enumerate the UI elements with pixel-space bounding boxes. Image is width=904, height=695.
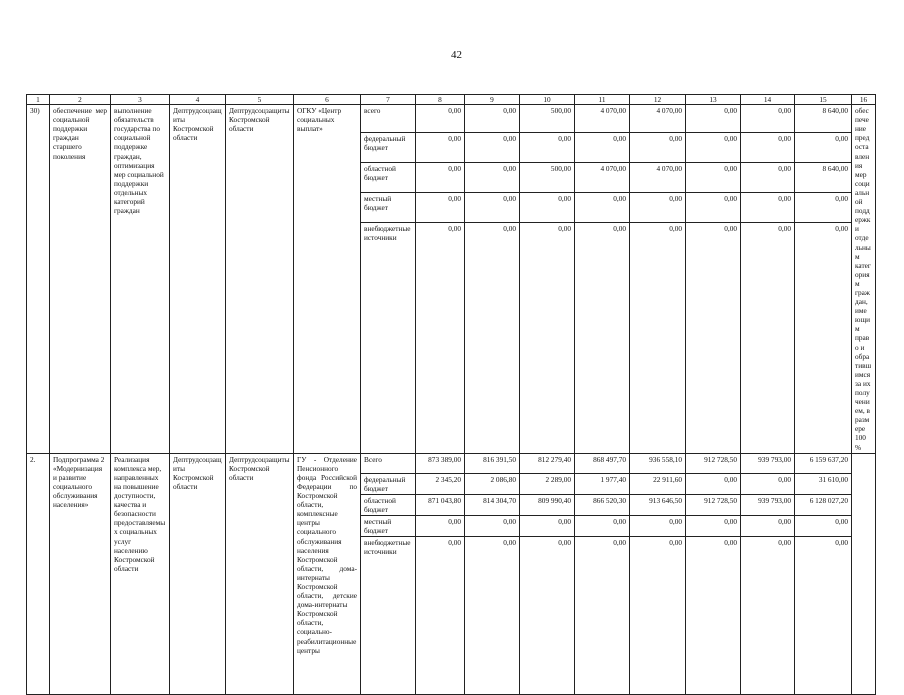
amount-cell: 0,00 — [686, 222, 741, 453]
amount-cell: 816 391,50 — [465, 453, 520, 473]
amount-cell: 0,00 — [795, 133, 852, 163]
amount-cell: 0,00 — [575, 133, 630, 163]
coordinator: Дептрудсоцзащиты Костромской области — [226, 105, 294, 454]
funding-source: местный бюджет — [361, 516, 416, 537]
amount-cell: 0,00 — [795, 192, 852, 222]
funding-source: внебюджетные источники — [361, 537, 416, 695]
amount-cell: 6 159 637,20 — [795, 453, 852, 473]
header-cell: 6 — [294, 95, 361, 105]
participant: ГУ - Отделение Пенсионного фонда Российской Федерации по Костромской области, комплексные центры социального обслуживания населения Костромской области, дома-интернаты Костромской области, детские дома-интернаты Костромской области, социально-реабилитационные центры — [294, 453, 361, 695]
participant: ОГКУ «Центр социальных выплат» — [294, 105, 361, 454]
amount-cell: 912 728,50 — [686, 494, 741, 515]
funding-source: областной бюджет — [361, 163, 416, 193]
amount-cell: 866 520,30 — [575, 494, 630, 515]
measure-name: обеспечение мер социальной поддержки граждан старшего поколения — [50, 105, 111, 454]
row-number: 2. — [27, 453, 50, 695]
amount-cell: 0,00 — [575, 516, 630, 537]
row-number: 30) — [27, 105, 50, 454]
amount-cell: 6 128 027,20 — [795, 494, 852, 515]
amount-cell: 871 043,80 — [416, 494, 465, 515]
measure-description: Реализация комплекса мер, направленных на повышение доступности, качества и безопасности предоставляемых социальных услуг населению Костромской области — [111, 453, 170, 695]
amount-cell: 868 497,70 — [575, 453, 630, 473]
amount-cell: 0,00 — [465, 516, 520, 537]
amount-cell: 0,00 — [630, 537, 686, 695]
amount-cell: 8 640,00 — [795, 105, 852, 133]
header-cell: 13 — [686, 95, 741, 105]
amount-cell: 0,00 — [795, 537, 852, 695]
amount-cell: 0,00 — [741, 516, 795, 537]
amount-cell: 4 070,00 — [630, 163, 686, 193]
header-cell: 7 — [361, 95, 416, 105]
amount-cell: 814 304,70 — [465, 494, 520, 515]
amount-cell: 0,00 — [416, 192, 465, 222]
header-cell: 15 — [795, 95, 852, 105]
amount-cell: 912 728,50 — [686, 453, 741, 473]
amount-cell: 913 646,50 — [630, 494, 686, 515]
amount-cell: 0,00 — [520, 222, 575, 453]
amount-cell: 0,00 — [575, 222, 630, 453]
header-cell: 2 — [50, 95, 111, 105]
amount-cell: 0,00 — [686, 133, 741, 163]
amount-cell: 31 610,00 — [795, 473, 852, 494]
amount-cell: 22 911,60 — [630, 473, 686, 494]
amount-cell: 0,00 — [686, 105, 741, 133]
executor: Дептрудсоцзащиты Костромской области — [170, 105, 226, 454]
amount-cell: 500,00 — [520, 163, 575, 193]
header-cell: 11 — [575, 95, 630, 105]
funding-source: федеральный бюджет — [361, 133, 416, 163]
amount-cell: 1 977,40 — [575, 473, 630, 494]
amount-cell: 873 389,00 — [416, 453, 465, 473]
amount-cell: 4 070,00 — [575, 105, 630, 133]
amount-cell: 939 793,00 — [741, 453, 795, 473]
header-cell: 3 — [111, 95, 170, 105]
amount-cell: 0,00 — [520, 133, 575, 163]
amount-cell: 0,00 — [465, 163, 520, 193]
amount-cell: 0,00 — [465, 192, 520, 222]
funding-source: местный бюджет — [361, 192, 416, 222]
header-cell: 10 — [520, 95, 575, 105]
header-cell: 16 — [852, 95, 876, 105]
header-cell: 4 — [170, 95, 226, 105]
amount-cell: 0,00 — [630, 222, 686, 453]
amount-cell: 0,00 — [741, 222, 795, 453]
budget-table — [26, 94, 876, 695]
amount-cell: 812 279,40 — [520, 453, 575, 473]
coordinator: Дептрудсоцзащиты Костромской области — [226, 453, 294, 695]
amount-cell: 0,00 — [630, 192, 686, 222]
amount-cell: 936 558,10 — [630, 453, 686, 473]
amount-cell: 0,00 — [741, 133, 795, 163]
measure-description: выполнение обязательств государства по социальной поддержке граждан, оптимизация мер социальной поддержки отдельных категорий граждан — [111, 105, 170, 454]
table-row — [27, 453, 876, 473]
header-cell: 12 — [630, 95, 686, 105]
measure-name: Подпрограмма 2 «Модернизация и развитие социального обслуживания населения» — [50, 453, 111, 695]
amount-cell: 0,00 — [416, 222, 465, 453]
header-cell: 14 — [741, 95, 795, 105]
amount-cell: 0,00 — [520, 516, 575, 537]
header-cell: 1 — [27, 95, 50, 105]
amount-cell: 0,00 — [795, 222, 852, 453]
amount-cell: 2 345,20 — [416, 473, 465, 494]
amount-cell: 939 793,00 — [741, 494, 795, 515]
amount-cell: 8 640,00 — [795, 163, 852, 193]
header-row — [27, 95, 876, 105]
amount-cell: 0,00 — [520, 537, 575, 695]
funding-source: всего — [361, 105, 416, 133]
amount-cell: 0,00 — [686, 537, 741, 695]
amount-cell: 0,00 — [741, 473, 795, 494]
amount-cell: 0,00 — [416, 133, 465, 163]
funding-source: областной бюджет — [361, 494, 416, 515]
funding-source: внебюджетные источники — [361, 222, 416, 453]
page-number: 42 — [451, 49, 462, 61]
amount-cell: 0,00 — [416, 537, 465, 695]
amount-cell: 0,00 — [416, 105, 465, 133]
amount-cell: 0,00 — [741, 163, 795, 193]
amount-cell: 0,00 — [465, 105, 520, 133]
amount-cell: 500,00 — [520, 105, 575, 133]
executor: Дептрудсоцзащиты Костромской области — [170, 453, 226, 695]
table-row — [27, 105, 876, 133]
amount-cell: 809 990,40 — [520, 494, 575, 515]
amount-cell: 0,00 — [575, 192, 630, 222]
amount-cell: 0,00 — [630, 516, 686, 537]
amount-cell: 4 070,00 — [575, 163, 630, 193]
amount-cell: 0,00 — [575, 537, 630, 695]
header-cell: 9 — [465, 95, 520, 105]
amount-cell: 0,00 — [416, 163, 465, 193]
amount-cell: 0,00 — [630, 133, 686, 163]
amount-cell: 0,00 — [465, 222, 520, 453]
amount-cell: 0,00 — [686, 473, 741, 494]
amount-cell: 0,00 — [465, 133, 520, 163]
header-cell: 5 — [226, 95, 294, 105]
amount-cell: 0,00 — [686, 516, 741, 537]
funding-source: Всего — [361, 453, 416, 473]
amount-cell: 0,00 — [741, 537, 795, 695]
funding-source: федеральный бюджет — [361, 473, 416, 494]
amount-cell: 0,00 — [465, 537, 520, 695]
amount-cell: 0,00 — [741, 105, 795, 133]
amount-cell: 0,00 — [416, 516, 465, 537]
amount-cell: 0,00 — [520, 192, 575, 222]
amount-cell: 0,00 — [686, 163, 741, 193]
header-cell: 8 — [416, 95, 465, 105]
amount-cell: 4 070,00 — [630, 105, 686, 133]
amount-cell: 0,00 — [795, 516, 852, 537]
expected-result: обеспечение предоставления мер социальной поддержки отдельным категориям граждан, имеющим право и обратившимся за их получением, в размере 100% — [852, 105, 876, 454]
expected-result — [852, 453, 876, 695]
amount-cell: 2 289,00 — [520, 473, 575, 494]
amount-cell: 0,00 — [686, 192, 741, 222]
amount-cell: 2 086,80 — [465, 473, 520, 494]
amount-cell: 0,00 — [741, 192, 795, 222]
